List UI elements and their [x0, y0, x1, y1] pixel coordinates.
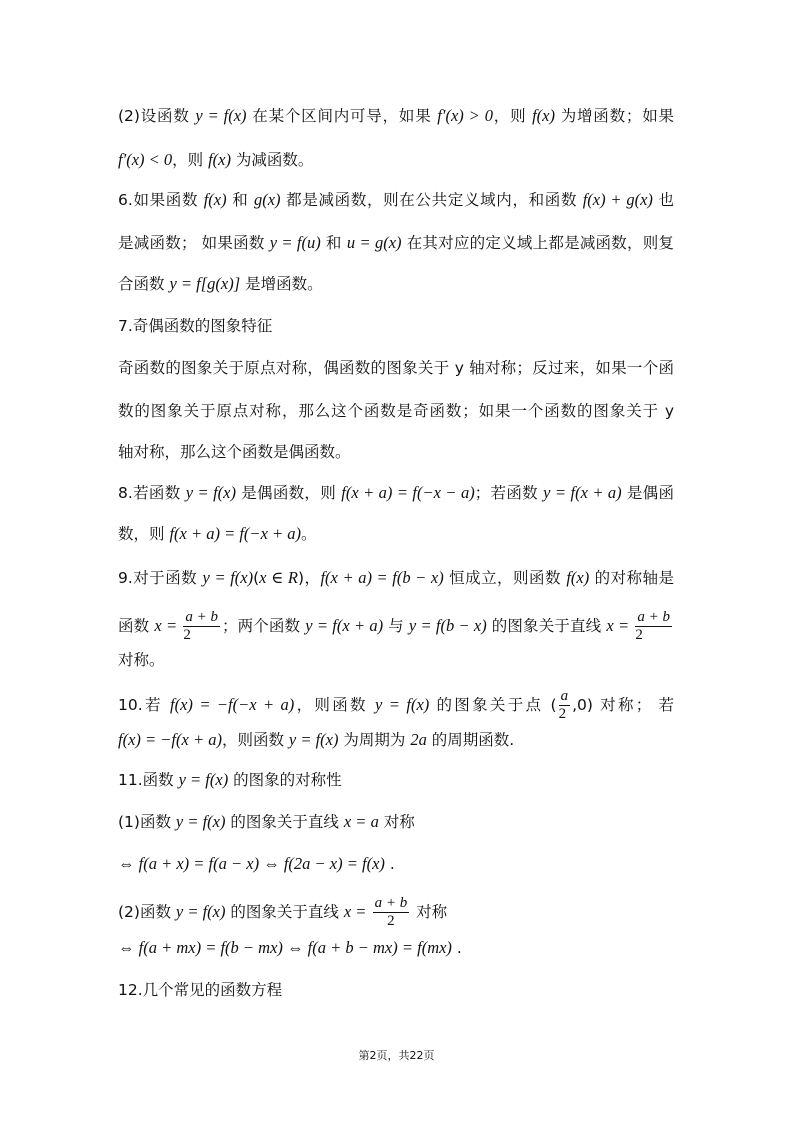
text-segment: 的周期函数.: [426, 731, 515, 749]
text-segment: ，则: [172, 151, 209, 169]
fraction-numerator: a: [560, 688, 569, 704]
text-segment: 恒成立，则函数: [443, 569, 567, 587]
text-segment: 对称。: [118, 651, 165, 669]
text-segment: 数，则: [118, 525, 170, 543]
text-line: [118, 189, 674, 211]
text-segment: 的图象的对称性: [228, 771, 342, 789]
text-line: [118, 232, 674, 254]
text-segment: 在某个区间内可导，如果: [246, 107, 438, 125]
text-line: [118, 523, 674, 545]
text-line: [118, 315, 674, 337]
text-line: [118, 441, 674, 463]
fraction: [635, 609, 672, 644]
math-expression: f(x) = −f(x + a): [118, 730, 222, 749]
text-line: [118, 609, 674, 644]
fraction-denominator: 2: [635, 627, 643, 643]
math-expression: y = f(x): [195, 106, 247, 125]
text-segment: ，则函数: [294, 696, 376, 714]
text-segment: 12.几个常见的函数方程: [118, 981, 283, 999]
text-segment: (: [253, 569, 260, 587]
text-segment: 9.对于函数: [118, 569, 203, 587]
text-line: [118, 688, 674, 723]
math-expression: y = f(x + a): [305, 616, 384, 635]
text-segment: 6.如果函数: [118, 191, 204, 209]
math-expression: 2a: [410, 730, 427, 749]
text-segment: )，: [297, 569, 321, 587]
text-segment: (2)函数: [118, 903, 176, 921]
text-segment: 8.若函数: [118, 484, 186, 502]
math-expression: f′(x) < 0: [118, 150, 173, 169]
fraction-numerator: a + b: [637, 609, 670, 625]
text-segment: 奇函数的图象关于原点对称，偶函数的图象关于 y 轴对称；反过来，如果一个函: [118, 359, 674, 377]
text-line: [118, 105, 674, 127]
text-segment: 。: [301, 525, 317, 543]
math-expression: y = f[g(x)]: [169, 274, 241, 293]
text-segment: 10.若: [118, 696, 170, 714]
text-line: [118, 400, 674, 422]
page-footer: 第2页，共22页: [358, 1049, 435, 1062]
text-segment: 的图象关于直线: [225, 903, 344, 921]
math-expression: y = f(x + a): [543, 483, 622, 502]
text-segment: (2)设函数: [118, 107, 196, 125]
text-segment: 是偶函: [621, 484, 674, 502]
text-line: [118, 729, 674, 751]
text-segment: .: [384, 855, 395, 873]
text-segment: ；若函数: [474, 484, 544, 502]
math-expression: ⇔ f(a + x) = f(a − x) ⇔ f(2a − x) = f(x): [118, 854, 385, 873]
math-expression: f(x): [532, 106, 555, 125]
text-line: [118, 979, 674, 1001]
fraction: [183, 609, 220, 644]
text-line: [118, 649, 674, 671]
text-segment: 是偶函数，则: [235, 484, 342, 502]
fraction-numerator: a + b: [185, 609, 218, 625]
text-segment: 是减函数； 如果函数: [118, 234, 270, 252]
text-segment: 11.函数: [118, 771, 179, 789]
math-expression: f(x): [566, 568, 590, 587]
math-expression: y = f(x): [185, 483, 236, 502]
math-expression: x =: [154, 616, 182, 635]
text-segment: .: [451, 939, 462, 957]
math-expression: y = f(x): [175, 902, 226, 921]
text-segment: 7.奇偶函数的图象特征: [118, 317, 273, 335]
text-segment: 对称: [411, 903, 448, 921]
text-segment: 都是减函数，则在公共定义域内，和函数: [280, 191, 583, 209]
fraction-denominator: 2: [183, 627, 191, 643]
math-expression: g(x): [253, 190, 281, 209]
math-expression: f′(x) > 0: [437, 106, 493, 125]
text-segment: 和: [226, 191, 254, 209]
text-segment: ，则: [492, 107, 533, 125]
math-expression: x ∈ R: [259, 568, 298, 587]
text-segment: 对称: [378, 813, 415, 831]
fraction-denominator: 2: [558, 706, 567, 722]
fraction: [559, 688, 571, 723]
text-segment: 是增函数。: [240, 275, 323, 293]
math-expression: y = f(x): [288, 730, 339, 749]
math-expression: f(x + a) = f(−x − a): [341, 483, 475, 502]
fraction-denominator: 2: [387, 913, 395, 929]
text-segment: (1)函数: [118, 813, 176, 831]
text-line: [118, 567, 674, 589]
math-expression: f(x): [208, 150, 231, 169]
text-segment: 的图象关于点 (: [429, 696, 557, 714]
text-line: [118, 357, 674, 379]
text-line: [118, 895, 674, 930]
math-expression: x = a: [343, 812, 379, 831]
text-segment: 函数: [118, 617, 155, 635]
text-segment: 的图象关于直线: [225, 813, 344, 831]
text-line: [118, 149, 674, 171]
fraction: [373, 895, 410, 930]
text-segment: 和: [320, 234, 347, 252]
text-segment: 与: [383, 617, 409, 635]
math-expression: y = f(b − x): [408, 616, 487, 635]
math-expression: f(x) = −f(−x + a): [170, 695, 295, 714]
text-line: [118, 853, 674, 875]
text-segment: 轴对称，那么这个函数是偶函数。: [118, 443, 351, 461]
math-expression: f(x): [203, 190, 227, 209]
text-segment: 为增函数；如果: [555, 107, 674, 125]
text-line: [118, 273, 674, 295]
text-segment: ,0) 对称； 若: [572, 696, 674, 714]
text-segment: 在其对应的定义域上都是减函数，则复: [401, 234, 675, 252]
math-expression: x =: [606, 616, 634, 635]
fraction-numerator: a + b: [374, 895, 408, 911]
math-expression: x =: [343, 902, 371, 921]
text-line: [118, 482, 674, 504]
math-expression: y = f(x): [175, 812, 226, 831]
text-segment: ，则函数: [221, 731, 289, 749]
text-segment: 合函数: [118, 275, 170, 293]
math-expression: y = f(x): [202, 568, 254, 587]
text-segment: 为减函数。: [230, 151, 314, 169]
text-segment: ；两个函数: [221, 617, 306, 635]
text-segment: 数的图象关于原点对称，那么这个函数是奇函数；如果一个函数的图象关于 y: [118, 402, 674, 420]
math-expression: y = f(u): [269, 233, 321, 252]
math-expression: f(x + a) = f(−x + a): [169, 524, 302, 543]
text-line: [118, 811, 674, 833]
math-expression: f(x + a) = f(b − x): [320, 568, 444, 587]
math-expression: u = g(x): [346, 233, 402, 252]
text-line: [118, 937, 674, 959]
math-expression: y = f(x): [375, 695, 430, 714]
math-expression: y = f(x): [178, 770, 229, 789]
math-expression: f(x) + g(x): [582, 190, 653, 209]
text-segment: 的图象关于直线: [486, 617, 607, 635]
text-segment: 为周期为: [338, 731, 411, 749]
text-line: [118, 769, 674, 791]
text-segment: 的对称轴是: [589, 569, 674, 587]
text-segment: 也: [652, 191, 674, 209]
math-expression: ⇔ f(a + mx) = f(b − mx) ⇔ f(a + b − mx) = f(mx): [118, 938, 452, 957]
